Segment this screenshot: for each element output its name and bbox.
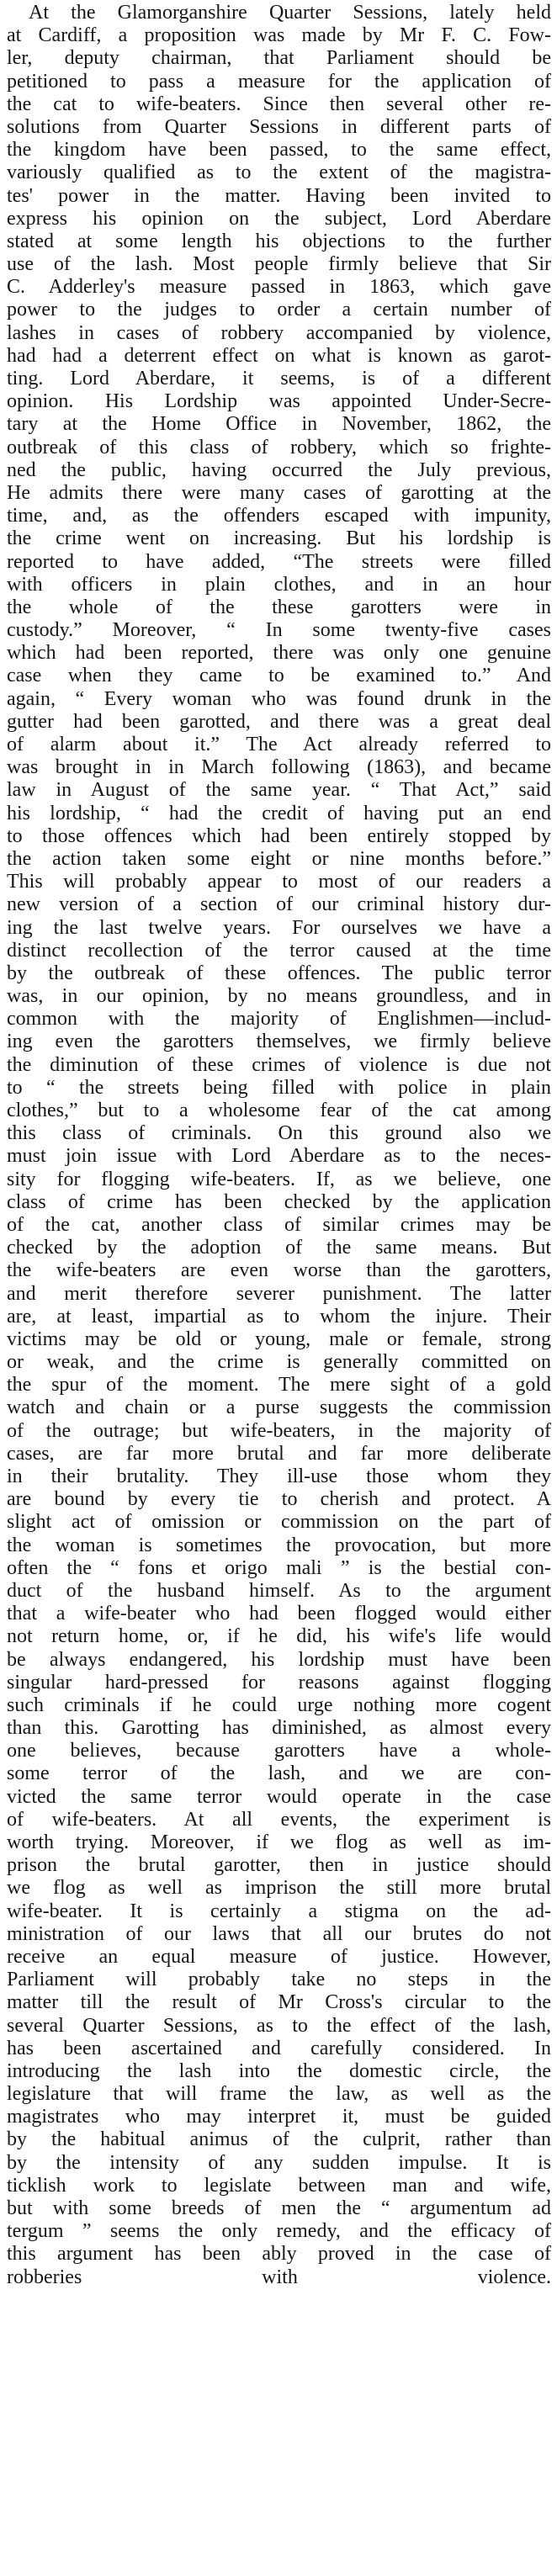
text-line: of the outrage; but wife-beaters, in the majority of: [7, 1419, 551, 1442]
text-line: be always endangered, his lordship must have been: [7, 1648, 551, 1671]
text-line: class of crime has been checked by the application: [7, 1190, 551, 1213]
text-line: lashes in cases of robbery accompanied by violence,: [7, 321, 551, 344]
text-line: ing even the garotters themselves, we firmly believe: [7, 1031, 551, 1053]
text-line: sity for flogging wife-beaters. If, as we believe, one: [7, 1168, 551, 1190]
text-line: cases, are far more brutal and far more deliberate: [7, 1442, 551, 1465]
text-line: ing the last twelve years. For ourselves we have a: [7, 916, 551, 939]
text-line: of wife-beaters. At all events, the experiment is: [7, 1808, 551, 1831]
text-line: such criminals if he could urge nothing more cogent: [7, 1693, 551, 1716]
text-line: robberies with violence.: [7, 2266, 551, 2288]
text-line: C. Adderley's measure passed in 1863, which gave: [7, 276, 551, 299]
text-line: time, and, as the offenders escaped with impunity,: [7, 505, 551, 527]
text-line: has been ascertained and carefully considered. In: [7, 2037, 551, 2059]
text-line: [7, 2289, 551, 2312]
text-line: clothes,” but to a wholesome fear of the cat among: [7, 1100, 551, 1121]
text-line: this class of criminals. On this ground also we: [7, 1122, 551, 1145]
text-line: and merit therefore severer punishment. The latter: [7, 1282, 551, 1305]
text-line: this argument has been ably proved in the case of: [7, 2243, 551, 2266]
text-line: some terror of the lash, and we are con-: [7, 1762, 551, 1785]
text-line: gutter had been garotted, and there was a great deal: [7, 710, 551, 733]
text-line: prison the brutal garotter, then in justice should: [7, 1854, 551, 1877]
text-line: magistrates who may interpret it, must be guided: [7, 2106, 551, 2128]
text-line: often the “ fons et origo mali ” is the bestial con-: [7, 1556, 551, 1579]
text-line: He admits there were many cases of garotting at the: [7, 481, 551, 504]
text-line: the spur of the moment. The mere sight of a gold: [7, 1374, 551, 1397]
text-line: matter till the result of Mr Cross's circular to the: [7, 1991, 551, 2014]
text-line: the cat to wife-beaters. Since then several other re-: [7, 93, 551, 115]
text-line: use of the lash. Most people firmly believe that Sir: [7, 253, 551, 276]
text-line: tary at the Home Office in November, 1862, the: [7, 413, 551, 436]
text-line: distinct recollection of the terror caused at the time: [7, 939, 551, 962]
text-line: watch and chain or a purse suggests the commission: [7, 1397, 551, 1419]
text-line: receive an equal measure of justice. However,: [7, 1945, 551, 1968]
text-line: that a wife-beater who had been flogged would either: [7, 1603, 551, 1625]
text-line: not return home, or, if he did, his wife's life would: [7, 1625, 551, 1648]
text-line: solutions from Quarter Sessions in different parts of: [7, 115, 551, 138]
text-line: law in August of the same year. “ That Act,” said: [7, 779, 551, 802]
text-line: power to the judges to order a certain number of: [7, 299, 551, 321]
text-line: petitioned to pass a measure for the application of: [7, 70, 551, 93]
text-line: legislature that will frame the law, as well as the: [7, 2083, 551, 2106]
text-line: victims may be old or young, male or female, strong: [7, 1328, 551, 1350]
text-line: which had been reported, there was only one genuine: [7, 642, 551, 665]
text-line: to “ the streets being filled with police in plain: [7, 1076, 551, 1099]
text-line: ler, deputy chairman, that Parliament should be: [7, 47, 551, 70]
text-line: the action taken some eight or nine months before.”: [7, 847, 551, 870]
text-line: tergum ” seems the only remedy, and the efficacy of: [7, 2220, 551, 2243]
text-line: ticklish work to legislate between man and wife,: [7, 2174, 551, 2197]
text-line: are, at least, impartial as to whom the injure. Their: [7, 1305, 551, 1328]
text-line: again, “ Every woman who was found drunk in the: [7, 687, 551, 710]
text-line: reported to have added, “The streets were filled: [7, 550, 551, 573]
text-line: had had a deterrent effect on what is known as garot-: [7, 344, 551, 367]
text-line: one believes, because garotters have a whole-: [7, 1740, 551, 1762]
text-line: was brought in in March following (1863), and became: [7, 756, 551, 779]
text-line: introducing the lash into the domestic circle, the: [7, 2059, 551, 2082]
text-line: at Cardiff, a proposition was made by Mr F. C. Fow-: [7, 24, 551, 47]
text-line: of the cat, another class of similar crimes may be: [7, 1213, 551, 1236]
text-line: ned the public, having occurred the July previous,: [7, 458, 551, 481]
text-line: victed the same terror would operate in the case: [7, 1785, 551, 1808]
text-line: the whole of the these garotters were in: [7, 596, 551, 618]
text-line: express his opinion on the subject, Lord Aberdare: [7, 207, 551, 230]
text-line: was, in our opinion, by no means groundless, and in: [7, 985, 551, 1008]
text-line: new version of a section of our criminal history dur-: [7, 893, 551, 916]
text-line: his lordship, “ had the credit of having put an end: [7, 802, 551, 824]
text-line: singular hard-pressed for reasons against flogging: [7, 1671, 551, 1693]
text-line: we flog as well as imprison the still more brutal: [7, 1877, 551, 1900]
text-line: Parliament will probably take no steps in the: [7, 1969, 551, 1991]
text-line: several Quarter Sessions, as to the effect of the lash,: [7, 2014, 551, 2037]
text-line: This will probably appear to most of our readers a: [7, 871, 551, 893]
text-line: custody.” Moreover, “ In some twenty-five cases: [7, 619, 551, 642]
text-line: outbreak of this class of robbery, which so frighte-: [7, 436, 551, 458]
text-line: of alarm about it.” The Act already referred to: [7, 734, 551, 755]
text-line: [7, 2312, 551, 2335]
text-line: are bound by every tie to cherish and protect. A: [7, 1488, 551, 1511]
text-line: the wife-beaters are even worse than the garotters,: [7, 1259, 551, 1282]
text-line: wife-beater. It is certainly a stigma on the ad-: [7, 1900, 551, 1922]
text-line: by the intensity of any sudden impulse. It is: [7, 2151, 551, 2174]
text-line: but with some breeds of men the “ argumentum ad: [7, 2197, 551, 2219]
text-line: the diminution of these crimes of violence is due not: [7, 1053, 551, 1076]
text-line: ministration of our laws that all our brutes do not: [7, 1922, 551, 1945]
text-line: duct of the husband himself. As to the argument: [7, 1579, 551, 1602]
text-line: slight act of omission or commission on the part of: [7, 1511, 551, 1534]
text-line: At the Glamorganshire Quarter Sessions, lately held: [29, 2, 551, 24]
text-line: by the outbreak of these offences. The public terror: [7, 962, 551, 984]
text-line: opinion. His Lordship was appointed Under-Secre-: [7, 390, 551, 413]
text-line: the kingdom have been passed, to the same effect,: [7, 139, 551, 162]
text-line: with officers in plain clothes, and in an hour: [7, 573, 551, 596]
text-line: the woman is sometimes the provocation, but more: [7, 1534, 551, 1556]
text-line: variously qualified as to the extent of the magistra-: [7, 162, 551, 184]
text-line: stated at some length his objections to the further: [7, 230, 551, 252]
text-line: to those offences which had been entirely stopped by: [7, 824, 551, 847]
text-line: by the habitual animus of the culprit, rather than: [7, 2128, 551, 2151]
text-line: common with the majority of Englishmen—includ-: [7, 1008, 551, 1031]
text-line: in their brutality. They ill-use those whom they: [7, 1466, 551, 1487]
text-line: must join issue with Lord Aberdare as to the neces-: [7, 1145, 551, 1168]
text-line: tes' power in the matter. Having been invited to: [7, 184, 551, 207]
text-line: ting. Lord Aberdare, it seems, is of a different: [7, 368, 551, 390]
text-line: checked by the adoption of the same means. But: [7, 1237, 551, 1259]
text-line: than this. Garotting has diminished, as almost every: [7, 1717, 551, 1740]
text-line: the crime went on increasing. But his lordship is: [7, 527, 551, 550]
text-line: case when they came to be examined to.” And: [7, 665, 551, 687]
text-line: or weak, and the crime is generally committed on: [7, 1351, 551, 1374]
article-column: [7, 2, 551, 2335]
text-line: worth trying. Moreover, if we flog as well as im-: [7, 1831, 551, 1853]
